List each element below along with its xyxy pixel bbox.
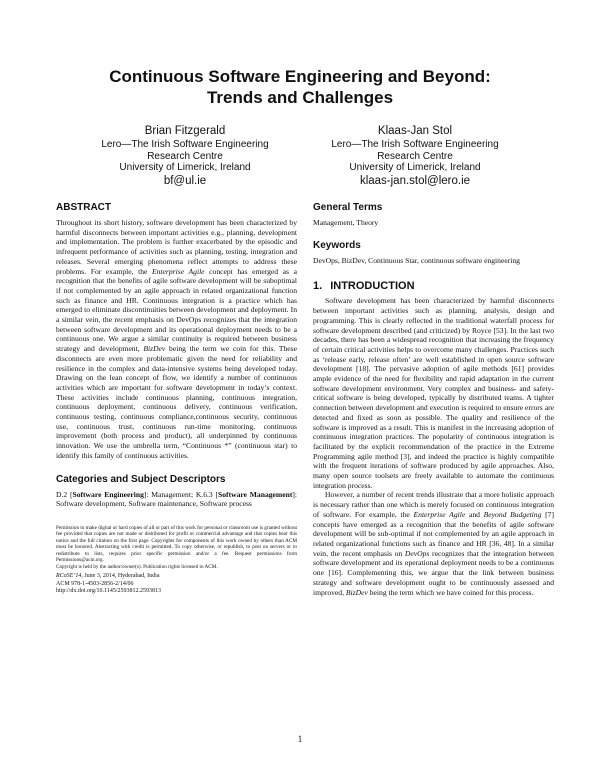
abstract-heading: ABSTRACT — [56, 202, 111, 213]
author-name: Klaas-Jan Stol — [377, 125, 453, 137]
paragraph: Software development has been characterized by harmful disconnects between important activities such as planning, analysis, design and programming. This is clearly reflected in the traditional waterfall process for software development described (and criticized) by Royce [53]. In the last two decades, there has been a widespread recognition that increasing the frequency of certain critical activities helps to overcome many challenges. Practices such as ‘release early, release often’ are well established in open source software development [18]. The pervasive adoption of agile methods [61] provides ample evidence of the need for flexibility and rapid adaptation in the current software development environment. Very complex and business- and safety-critical software is being developed, typically by distributed teams. A tighter connection between development and execution is required to ensure errors are detected and fixed as soon as possible. The quality and resilience of the software is improved as a result. This is manifest in the increasing adoption of continuous integration practices. The popularity of continuous integration is facilitated by the explicit recommendation of the practice in the Extreme Programming agile method [3], and indeed the practice is highly compatible with the frequent iterations of software produced by agile approaches. Also, many open source toolsets are freely available to automate the continuous integration process. — [313, 296, 554, 490]
general-terms-heading: General Terms — [313, 202, 383, 213]
isbn-line: ACM 978-1-4503-2856-2/14/06 — [56, 580, 134, 587]
categories-body: D.2 [Software Engineering]: Management; K.6.3 [Software Management]: Software development, Software maintenance, Software process — [56, 489, 297, 509]
emphasis: BizDev — [143, 344, 166, 354]
author-block-1 — [70, 124, 300, 188]
keywords-heading: Keywords — [313, 239, 361, 251]
author-affiliation: Lero—The Irish Software Engineering — [331, 139, 499, 150]
page-number: 1 — [297, 734, 303, 744]
permission-text: Permission to make digital or hard copies of all or part of this work for personal or classroom use is granted without fee provided that copies are not made or distributed for profit or commercial advantage and that copies bear this notice and the full citation on the first page. Copyrights for components of this work owned by others than ACM must be honored. Abstracting with credit is permitted. To copy otherwise, or republish, to post on servers or to redistribute to lists, requires prior specific permission and/or a fee. Request permissions from Permissions@acm.org. — [56, 524, 297, 564]
introduction-body — [313, 296, 554, 597]
emphasis: Enterprise Agile — [152, 266, 205, 276]
paragraph: However, a number of recent trends illustrate that a more holistic approach is necessary rather than one which is merely focused on continuous integration of software. For example, the Enterprise Agile and Beyond Budgeting [7] concepts have emerged as a recognition that the benefits of agile software development will be sub-optimal if not complemented by an agile approach in related organizational functions such as finance and HR [36, 48]. In a similar vein, the recent emphasis on DevOps recognizes that the integration between software development and its operational deployment needs to be a continuous one [16]. Complementing this, we argue that the link between business strategy and software development ought to be continuously assessed and improved, BizDev being the term which we have coined for this process. — [313, 490, 554, 597]
section-number: 1. — [313, 280, 323, 293]
conference-name: RCoSE’14 — [56, 573, 82, 580]
copyright-line: Copyright is held by the author/owner(s). Publication rights licensed to ACM. — [56, 563, 218, 570]
author-block-2 — [300, 124, 530, 188]
author-university: University of Limerick, Ireland — [349, 162, 481, 174]
doi-link[interactable]: http://dx.doi.org/10.1145/2593812.2593813 — [56, 588, 162, 595]
author-name: Brian Fitzgerald — [144, 125, 226, 137]
categories-heading: Categories and Subject Descriptors — [56, 473, 226, 485]
author-university: University of Limerick, Ireland — [119, 162, 251, 174]
title-line-1: Continuous Software Engineering and Beyond: — [109, 67, 491, 86]
conference-info: RCoSE’14, June 3, 2014, Hyderabad, India ACM 978-1-4503-2856-2/14/06 http://dx.doi.org/10.1145/2593812.2593813 — [56, 573, 297, 595]
introduction-heading: 1. INTRODUCTION — [313, 280, 415, 293]
author-affiliation: Research Centre — [147, 150, 223, 162]
author-email[interactable]: bf@ul.ie — [163, 174, 207, 187]
keywords-body: DevOps, BizDev, Continuous Star, continuous software engineering — [313, 255, 520, 265]
right-column — [313, 202, 554, 597]
author-affiliation: Research Centre — [377, 150, 453, 162]
paper-title — [40, 66, 560, 108]
author-email[interactable]: klaas-jan.stol@lero.ie — [359, 174, 471, 187]
general-terms-body: Management, Theory — [313, 218, 379, 227]
author-affiliation: Lero—The Irish Software Engineering — [101, 139, 269, 150]
permission-notice — [56, 525, 297, 571]
title-line-2: Trends and Challenges — [206, 88, 394, 107]
abstract-body: Throughout its short history, software development has been characterized by harmful disconnects between important activities e.g., planning, development and implementation. The problem is further exacerbated by the episodic and infrequent performance of activities such as planning, testing, integration and releases. Several emerging phenomena reflect attempts to address these problems. For example, the Enterprise Agile concept has emerged as a recognition that the benefits of agile software development will be suboptimal if not complemented by an agile approach in related organizational function such as finance and HR. Continuous integration is a practice which has emerged to eliminate discontinuities between development and deployment. In a similar vein, the recent emphasis on DevOps recognizes that the integration between software development and its operational deployment needs to be a continuous one. We argue a similar continuity is required between business strategy and development, BizDev being the term we coin for this. These disconnects are even more problematic given the need for reliability and resilience in the complex and data-intensive systems being developed today. Drawing on the lean concept of flow, we identify a number of continuous activities which are important for software development in today’s context. These activities include continuous planning, continuous integration, continuous deployment, continuous delivery, continuous verification, continuous testing, continuous compliance,continuous security, continuous use, continuous trust, continuous run-time monitoring, continuous improvement (both process and product), all underpinned by continuous innovation. We use the umbrella term, “Continuous *” (continuous star) to identify this family of continuous activities. — [56, 218, 297, 460]
left-column — [56, 202, 297, 596]
